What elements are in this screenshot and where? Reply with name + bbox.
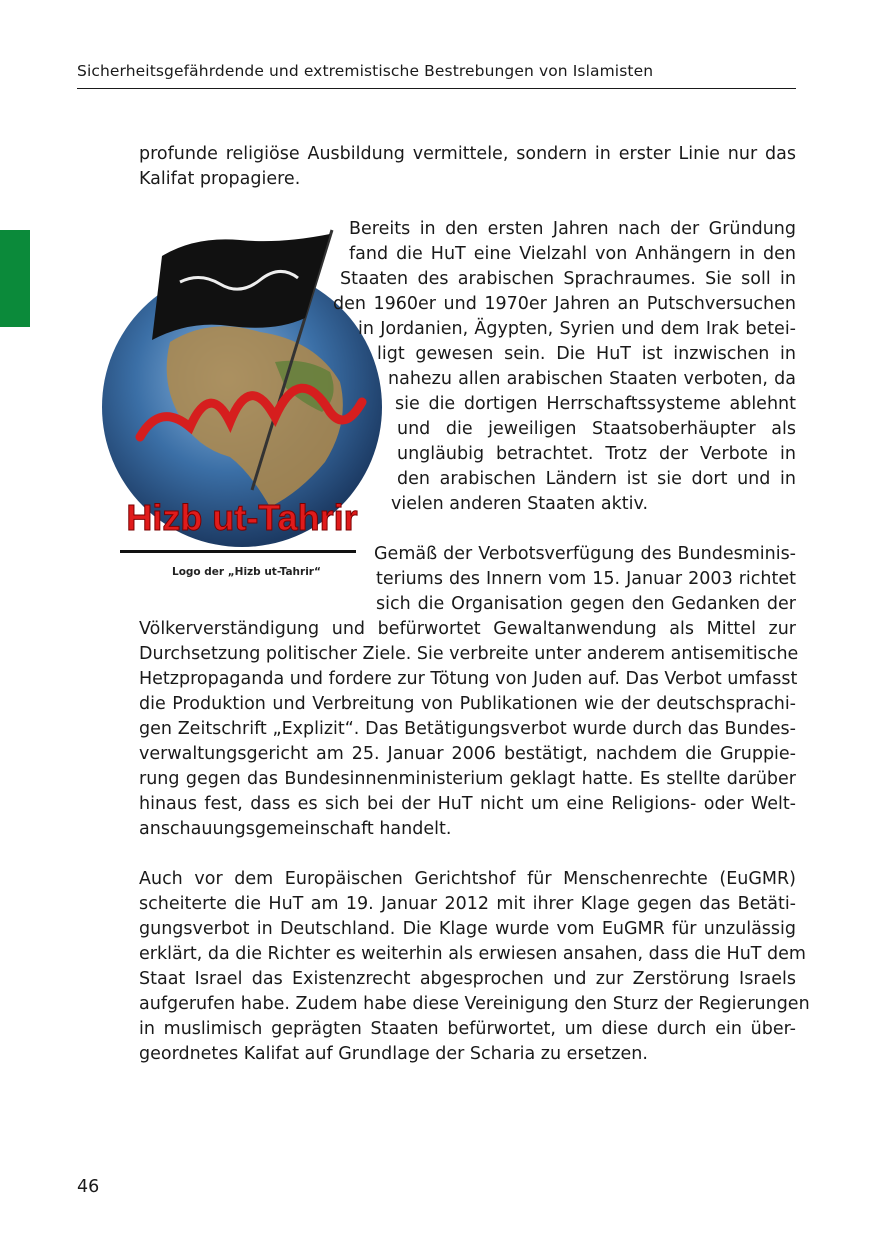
logo-wordmark: Hizb ut-Tahrir <box>126 497 358 538</box>
figure-caption: Logo der „Hizb ut-Tahrir“ <box>172 566 321 578</box>
body-line: anschauungsgemeinschaft handelt. <box>139 819 452 839</box>
chapter-side-tab <box>0 230 30 327</box>
body-line: Hetzpropaganda und fordere zur Tötung von Juden auf. Das Verbot umfasst <box>139 669 798 689</box>
body-line: in Jordanien, Ägypten, Syrien und dem Irak betei- <box>358 319 796 339</box>
page-number: 46 <box>77 1177 100 1197</box>
body-line: sie die dortigen Herrschaftssysteme ablehnt <box>395 394 796 414</box>
body-line: Staaten des arabischen Sprachraumes. Sie soll in <box>340 269 796 289</box>
body-line: Durchsetzung politischer Ziele. Sie verbreite unter anderem antisemitische <box>139 644 799 664</box>
body-line: geordnetes Kalifat auf Grundlage der Scharia zu ersetzen. <box>139 1044 648 1064</box>
body-line: nahezu allen arabischen Staaten verboten, da <box>388 369 796 389</box>
body-line: erklärt, da die Richter es weiterhin als erwiesen ansahen, dass die HuT dem <box>139 944 806 964</box>
body-line: vielen anderen Staaten aktiv. <box>391 494 649 514</box>
body-line: fand die HuT eine Vielzahl von Anhängern in den <box>349 244 796 264</box>
body-line: gen Zeitschrift „Explizit“. Das Betätigungsverbot wurde durch das Bundes- <box>139 719 796 739</box>
logo-base-rule <box>120 550 356 553</box>
body-line: ungläubig betrachtet. Trotz der Verbote in <box>397 444 796 464</box>
body-line: rung gegen das Bundesinnenministerium geklagt hatte. Es stellte darüber <box>139 769 796 789</box>
body-line: teriums des Innern vom 15. Januar 2003 richtet <box>376 569 796 589</box>
header-rule <box>77 88 796 89</box>
body-line: hinaus fest, dass es sich bei der HuT nicht um eine Religions- oder Welt- <box>139 794 796 814</box>
body-line: Staat Israel das Existenzrecht abgesprochen und zur Zerstörung Israels <box>139 969 796 989</box>
body-line: und die jeweiligen Staatsoberhäupter als <box>397 419 796 439</box>
body-line: gungsverbot in Deutschland. Die Klage wurde vom EuGMR für unzulässig <box>139 919 796 939</box>
body-line: in muslimisch geprägten Staaten befürwortet, um diese durch ein über- <box>139 1019 796 1039</box>
body-line: die Produktion und Verbreitung von Publikationen wie der deutschsprachi- <box>139 694 796 714</box>
body-line: ligt gewesen sein. Die HuT ist inzwischen in <box>377 344 796 364</box>
body-line: aufgerufen habe. Zudem habe diese Vereinigung den Sturz der Regierungen <box>139 994 810 1014</box>
body-line: profunde religiöse Ausbildung vermittele, sondern in erster Linie nur das <box>139 144 796 164</box>
body-line: den arabischen Ländern ist sie dort und in <box>397 469 796 489</box>
body-line: Kalifat propagiere. <box>139 169 301 189</box>
body-line: den 1960er und 1970er Jahren an Putschversuchen <box>333 294 796 314</box>
body-line: Völkerverständigung und befürwortet Gewaltanwendung als Mittel zur <box>139 619 796 639</box>
body-line: Auch vor dem Europäischen Gerichtshof für Menschenrechte (EuGMR) <box>139 869 796 889</box>
body-line: Bereits in den ersten Jahren nach der Gründung <box>349 219 796 239</box>
body-line: verwaltungsgericht am 25. Januar 2006 bestätigt, nachdem die Gruppie- <box>139 744 796 764</box>
body-line: Gemäß der Verbotsverfügung des Bundesminis- <box>374 544 796 564</box>
body-line: scheiterte die HuT am 19. Januar 2012 mit ihrer Klage gegen das Betäti- <box>139 894 796 914</box>
body-line: sich die Organisation gegen den Gedanken der <box>376 594 796 614</box>
running-header: Sicherheitsgefährdende und extremistische Bestrebungen von Islamisten <box>77 62 654 80</box>
